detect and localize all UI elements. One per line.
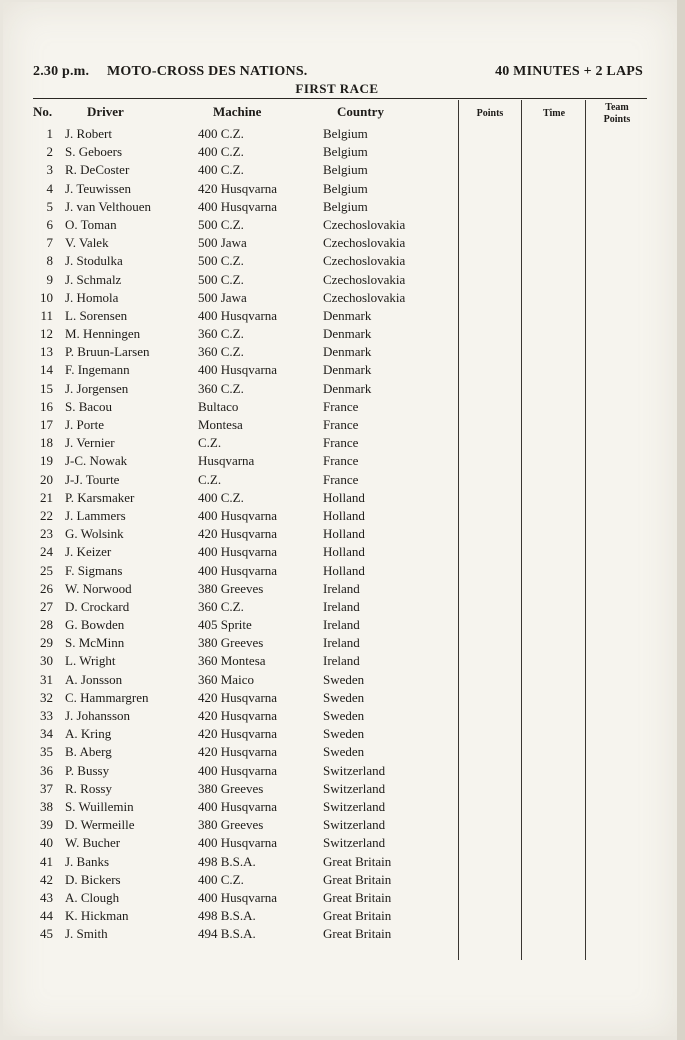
entry-driver: A. Jonsson: [65, 671, 123, 687]
entry-machine: 380 Greeves: [198, 580, 264, 596]
entry-number: 25: [40, 562, 53, 578]
entry-country: France: [323, 398, 359, 414]
entry-row: [3, 325, 679, 343]
entry-driver: V. Valek: [65, 235, 109, 251]
entry-number: 6: [46, 216, 53, 232]
entry-row: [3, 380, 679, 398]
entry-machine: 400 Husqvarna: [198, 798, 278, 814]
entry-machine: 500 C.Z.: [198, 216, 244, 232]
entry-row: [3, 598, 679, 616]
entry-number: 39: [40, 817, 53, 833]
entry-machine: 380 Greeves: [198, 780, 264, 796]
entry-machine: C.Z.: [198, 471, 222, 487]
entry-country: Belgium: [323, 162, 368, 178]
col-head-time: Time: [542, 108, 566, 119]
entry-driver: J. van Velthouen: [65, 198, 152, 214]
entry-number: 35: [40, 744, 53, 760]
entry-number: 34: [40, 726, 53, 742]
entry-row: [3, 798, 679, 816]
entry-number: 9: [46, 271, 53, 287]
entry-machine: 400 Husqvarna: [198, 198, 278, 214]
entry-row: [3, 907, 679, 925]
entry-machine: 400 Husqvarna: [198, 544, 278, 560]
entry-country: Holland: [323, 562, 365, 578]
entry-machine: 360 C.Z.: [198, 326, 244, 342]
entry-machine: 400 Husqvarna: [198, 307, 278, 323]
entry-country: Ireland: [323, 580, 360, 596]
entry-machine: 360 C.Z.: [198, 380, 244, 396]
entry-row: [3, 289, 679, 307]
event-title: MOTO-CROSS DES NATIONS.: [107, 64, 308, 79]
entry-number: 3: [46, 162, 53, 178]
entry-machine: 400 C.Z.: [198, 144, 244, 160]
entry-machine: Bultaco: [198, 398, 239, 414]
entry-row: [3, 634, 679, 652]
entry-number: 42: [40, 871, 53, 887]
entry-row: [3, 853, 679, 871]
entry-country: Czechoslovakia: [323, 271, 406, 287]
entry-number: 21: [40, 489, 53, 505]
entry-country: France: [323, 435, 359, 451]
entry-number: 24: [40, 544, 53, 560]
entry-country: Denmark: [323, 307, 372, 323]
entry-machine: 400 Husqvarna: [198, 762, 278, 778]
entry-row: [3, 816, 679, 834]
entry-machine: 400 C.Z.: [198, 489, 244, 505]
entry-driver: A. Kring: [65, 726, 112, 742]
entry-country: Great Britain: [323, 889, 392, 905]
entry-driver: J-J. Tourte: [65, 471, 120, 487]
entry-country: France: [323, 417, 359, 432]
entry-country: Sweden: [323, 689, 365, 705]
entry-driver: J. Jorgensen: [65, 380, 129, 396]
entry-driver: J. Schmalz: [65, 271, 122, 287]
entry-machine: 500 C.Z.: [198, 253, 244, 269]
entry-number: 14: [40, 362, 53, 378]
entry-driver: J. Banks: [65, 853, 110, 869]
entry-row: [3, 652, 679, 670]
entry-machine: 498 B.S.A.: [198, 853, 256, 869]
entry-country: Belgium: [323, 180, 368, 196]
entry-number: 40: [40, 835, 53, 851]
entry-row: [3, 216, 679, 234]
entry-driver: J. Smith: [65, 926, 108, 942]
entry-machine: 400 Husqvarna: [198, 362, 278, 378]
entry-driver: J. Vernier: [65, 435, 115, 451]
entry-row: [3, 252, 679, 270]
entry-number: 15: [40, 380, 53, 396]
entry-machine: 360 Montesa: [198, 653, 266, 669]
entry-machine: Montesa: [198, 417, 243, 432]
entry-machine: 494 B.S.A.: [198, 926, 256, 942]
race-header: [33, 64, 643, 82]
col-head-driver: Driver: [87, 104, 124, 119]
entry-number: 19: [40, 453, 53, 469]
entry-row: [3, 125, 679, 143]
entry-row: [3, 616, 679, 634]
entry-machine: 420 Husqvarna: [198, 180, 278, 196]
entry-list: [3, 125, 679, 943]
entry-country: France: [323, 471, 359, 487]
entry-driver: J. Stodulka: [65, 253, 123, 269]
entry-number: 5: [46, 198, 53, 214]
entry-row: [3, 343, 679, 361]
entry-driver: A. Clough: [65, 889, 120, 905]
entry-driver: R. DeCoster: [65, 162, 130, 178]
entry-country: Holland: [323, 544, 365, 560]
entry-country: Sweden: [323, 708, 365, 723]
entry-number: 26: [40, 580, 53, 596]
entry-row: [3, 689, 679, 707]
entry-number: 32: [40, 689, 53, 705]
entry-country: Czechoslovakia: [323, 216, 406, 232]
entry-driver: J. Keizer: [65, 544, 112, 560]
entry-row: [3, 743, 679, 761]
entry-driver: J. Lammers: [65, 507, 126, 523]
entry-country: Denmark: [323, 344, 372, 360]
entry-row: [3, 562, 679, 580]
entry-row: [3, 361, 679, 379]
entry-machine: 400 Husqvarna: [198, 889, 278, 905]
entry-number: 13: [40, 344, 53, 360]
header-rule: [33, 98, 647, 99]
entry-country: Great Britain: [323, 853, 392, 869]
entry-row: [3, 871, 679, 889]
entry-row: [3, 180, 679, 198]
entry-driver: R. Rossy: [65, 780, 112, 796]
entry-number: 37: [40, 780, 53, 796]
entry-number: 10: [40, 289, 53, 305]
entry-number: 36: [40, 762, 53, 778]
entry-country: Holland: [323, 489, 365, 505]
entry-country: Belgium: [323, 144, 368, 160]
entry-number: 2: [46, 144, 53, 160]
entry-number: 29: [40, 635, 53, 651]
entry-number: 45: [40, 926, 53, 942]
entry-machine: 405 Sprite: [198, 617, 252, 633]
entry-country: Switzerland: [323, 762, 386, 778]
entry-row: [3, 398, 679, 416]
entry-driver: J. Teuwissen: [65, 180, 132, 196]
entry-driver: W. Bucher: [65, 835, 121, 851]
entry-driver: C. Hammargren: [65, 689, 149, 705]
entry-country: France: [323, 453, 359, 469]
entry-number: 20: [40, 471, 53, 487]
entry-machine: 420 Husqvarna: [198, 744, 278, 760]
entry-machine: 420 Husqvarna: [198, 726, 278, 742]
entry-row: [3, 143, 679, 161]
entry-driver: S. Wuillemin: [65, 798, 134, 814]
entry-number: 11: [40, 307, 53, 323]
entry-row: [3, 834, 679, 852]
entry-number: 17: [40, 417, 53, 432]
entry-row: [3, 489, 679, 507]
entry-country: Denmark: [323, 380, 372, 396]
col-head-country: Country: [337, 104, 384, 119]
entry-machine: 360 C.Z.: [198, 598, 244, 614]
entry-country: Switzerland: [323, 835, 386, 851]
entry-country: Ireland: [323, 617, 360, 633]
entry-row: [3, 198, 679, 216]
entry-country: Czechoslovakia: [323, 289, 406, 305]
entry-row: [3, 507, 679, 525]
entry-number: 18: [40, 435, 53, 451]
entry-country: Sweden: [323, 726, 365, 742]
entry-driver: L. Sorensen: [65, 307, 128, 323]
entry-number: 44: [40, 908, 53, 924]
entry-row: [3, 780, 679, 798]
entry-machine: 360 C.Z.: [198, 344, 244, 360]
entry-driver: K. Hickman: [65, 908, 129, 924]
entry-number: 31: [40, 671, 53, 687]
entry-country: Sweden: [323, 744, 365, 760]
entry-number: 28: [40, 617, 53, 633]
entry-machine: 500 C.Z.: [198, 271, 244, 287]
entry-driver: D. Wermeille: [65, 817, 135, 833]
entry-country: Holland: [323, 507, 365, 523]
col-head-points: Points: [476, 108, 504, 119]
entry-country: Great Britain: [323, 926, 392, 942]
entry-row: [3, 725, 679, 743]
entry-country: Denmark: [323, 362, 372, 378]
entry-country: Belgium: [323, 126, 368, 141]
entry-driver: B. Aberg: [65, 744, 112, 760]
entry-country: Holland: [323, 526, 365, 542]
entry-driver: S. McMinn: [65, 635, 125, 651]
entry-country: Czechoslovakia: [323, 235, 406, 251]
entry-number: 27: [40, 598, 53, 614]
entry-country: Belgium: [323, 198, 368, 214]
entry-number: 16: [40, 398, 53, 414]
entry-row: [3, 707, 679, 725]
entry-driver: D. Bickers: [65, 871, 121, 887]
entry-machine: 400 Husqvarna: [198, 507, 278, 523]
entry-row: [3, 416, 679, 434]
entry-driver: J. Homola: [65, 289, 119, 305]
col-head-team-points: Team Points: [603, 102, 631, 125]
entry-row: [3, 525, 679, 543]
entry-driver: F. Sigmans: [65, 562, 123, 578]
entry-number: 38: [40, 798, 53, 814]
entry-machine: 400 C.Z.: [198, 162, 244, 178]
race-duration: 40 MINUTES + 2 LAPS: [495, 64, 643, 79]
entry-row: [3, 271, 679, 289]
entry-number: 12: [40, 326, 53, 342]
entry-machine: 420 Husqvarna: [198, 526, 278, 542]
entry-driver: J. Porte: [65, 417, 104, 432]
entry-driver: M. Henningen: [65, 326, 141, 342]
entry-machine: 500 Jawa: [198, 235, 247, 251]
entry-number: 22: [40, 507, 53, 523]
entry-country: Great Britain: [323, 871, 392, 887]
entry-number: 4: [46, 180, 53, 196]
entry-driver: S. Bacou: [65, 398, 112, 414]
entry-machine: 380 Greeves: [198, 817, 264, 833]
entry-driver: G. Wolsink: [65, 526, 124, 542]
entry-row: [3, 925, 679, 943]
entry-country: Switzerland: [323, 780, 386, 796]
program-page: [3, 2, 679, 1036]
entry-row: [3, 452, 679, 470]
race-subtitle: FIRST RACE: [295, 81, 379, 96]
entry-driver: P. Karsmaker: [65, 489, 135, 505]
entry-machine: C.Z.: [198, 435, 222, 451]
entry-country: Czechoslovakia: [323, 253, 406, 269]
entry-country: Ireland: [323, 653, 360, 669]
entry-number: 1: [46, 126, 53, 141]
entry-machine: 360 Maico: [198, 671, 254, 687]
entry-machine: Husqvarna: [198, 453, 255, 469]
entry-driver: F. Ingemann: [65, 362, 130, 378]
entry-driver: J-C. Nowak: [65, 453, 128, 469]
entry-number: 43: [40, 889, 53, 905]
entry-country: Sweden: [323, 671, 365, 687]
entry-row: [3, 471, 679, 489]
entry-row: [3, 307, 679, 325]
entry-number: 8: [46, 253, 53, 269]
entry-country: Ireland: [323, 598, 360, 614]
entry-row: [3, 543, 679, 561]
entry-number: 7: [46, 235, 53, 251]
entry-driver: P. Bruun-Larsen: [65, 344, 150, 360]
entry-row: [3, 762, 679, 780]
entry-driver: S. Geboers: [65, 144, 123, 160]
entry-number: 30: [40, 653, 53, 669]
entry-row: [3, 161, 679, 179]
entry-machine: 498 B.S.A.: [198, 908, 256, 924]
entry-country: Denmark: [323, 326, 372, 342]
entry-number: 33: [40, 708, 53, 723]
entry-driver: L. Wright: [65, 653, 116, 669]
entry-driver: O. Toman: [65, 216, 117, 232]
entry-machine: 400 Husqvarna: [198, 835, 278, 851]
race-time: 2.30 p.m.: [33, 64, 90, 79]
entry-number: 41: [40, 853, 53, 869]
col-head-machine: Machine: [213, 104, 262, 119]
col-head-no: No.: [33, 104, 53, 119]
entry-machine: 380 Greeves: [198, 635, 264, 651]
entry-driver: J. Johansson: [65, 708, 131, 723]
entry-driver: J. Robert: [65, 126, 112, 141]
entry-driver: P. Bussy: [65, 762, 110, 778]
entry-row: [3, 234, 679, 252]
entry-country: Switzerland: [323, 817, 386, 833]
entry-machine: 420 Husqvarna: [198, 689, 278, 705]
entry-row: [3, 671, 679, 689]
entry-row: [3, 889, 679, 907]
entry-machine: 420 Husqvarna: [198, 708, 278, 723]
entry-row: [3, 434, 679, 452]
entry-machine: 400 C.Z.: [198, 871, 244, 887]
page-edge: [677, 0, 685, 1040]
entry-number: 23: [40, 526, 53, 542]
entry-machine: 400 C.Z.: [198, 126, 244, 141]
entry-machine: 500 Jawa: [198, 289, 247, 305]
entry-driver: D. Crockard: [65, 598, 130, 614]
entry-country: Great Britain: [323, 908, 392, 924]
entry-row: [3, 580, 679, 598]
entry-country: Ireland: [323, 635, 360, 651]
entry-driver: G. Bowden: [65, 617, 125, 633]
entry-driver: W. Norwood: [65, 580, 132, 596]
entry-country: Switzerland: [323, 798, 386, 814]
entry-machine: 400 Husqvarna: [198, 562, 278, 578]
